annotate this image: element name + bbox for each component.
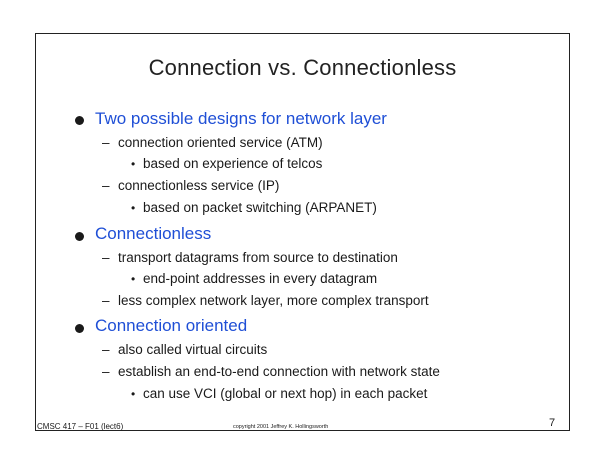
dash-marker: – xyxy=(102,135,110,150)
sub-list-item: based on experience of telcos xyxy=(143,156,323,171)
list-item: also called virtual circuits xyxy=(118,342,268,357)
dash-marker: – xyxy=(102,342,110,357)
sub-list-item: end-point addresses in every datagram xyxy=(143,271,378,286)
list-item: transport datagrams from source to destination xyxy=(118,250,398,265)
copyright-footer: copyright 2001 Jeffrey K. Hollingsworth xyxy=(233,424,329,430)
section-heading: Connection oriented xyxy=(95,316,248,335)
sub-bullet-marker: • xyxy=(131,387,136,401)
slide-title: Connection vs. Connectionless xyxy=(148,55,457,80)
bullet-dot xyxy=(75,116,84,125)
bullet-dot xyxy=(75,232,84,241)
bullet-dot xyxy=(75,324,84,333)
sub-list-item: based on packet switching (ARPANET) xyxy=(143,200,377,215)
dash-marker: – xyxy=(102,364,110,379)
list-item: establish an end-to-end connection with network state xyxy=(118,364,440,379)
dash-marker: – xyxy=(102,178,110,193)
list-item: connection oriented service (ATM) xyxy=(118,135,323,150)
list-item: less complex network layer, more complex transport xyxy=(118,293,429,308)
section-heading: Connectionless xyxy=(95,224,212,243)
course-footer: CMSC 417 – F01 (lect6) xyxy=(37,422,124,431)
dash-marker: – xyxy=(102,293,110,308)
dash-marker: – xyxy=(102,250,110,265)
sub-bullet-marker: • xyxy=(131,272,136,286)
list-item: connectionless service (IP) xyxy=(118,178,280,193)
sub-bullet-marker: • xyxy=(131,157,136,171)
section-heading: Two possible designs for network layer xyxy=(95,109,387,128)
sub-list-item: can use VCI (global or next hop) in each packet xyxy=(143,386,428,401)
page-number: 7 xyxy=(549,417,556,429)
sub-bullet-marker: • xyxy=(131,201,136,215)
